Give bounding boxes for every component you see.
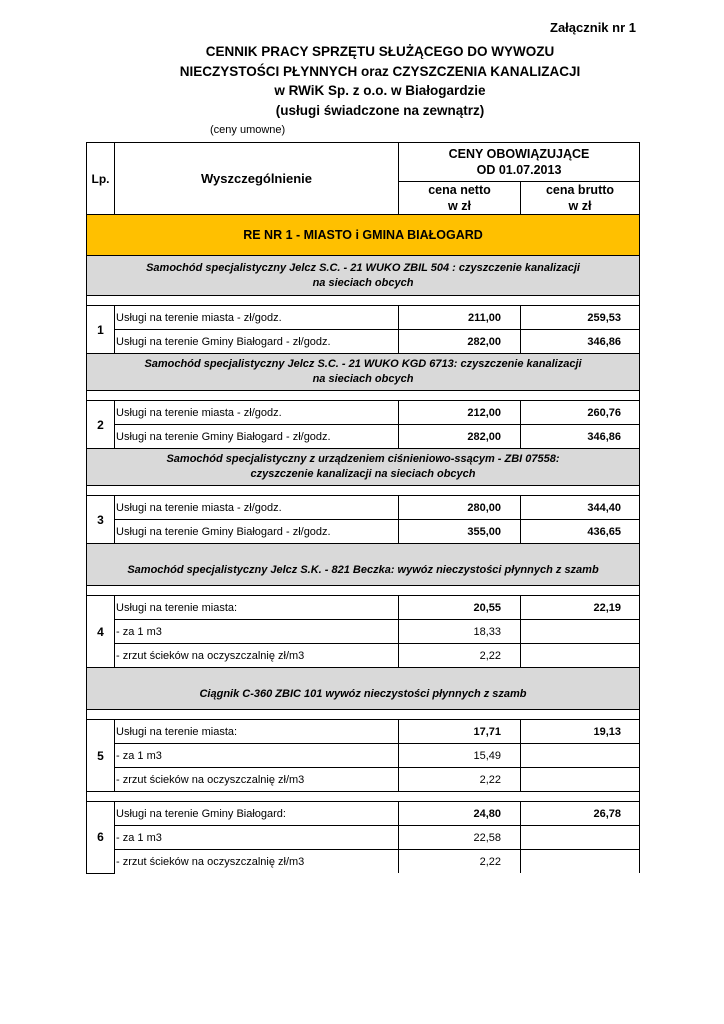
header-prices-line-2: OD 01.07.2013 xyxy=(476,163,562,177)
header-net-line-1: cena netto xyxy=(428,183,491,197)
region-row: RE NR 1 - MIASTO i GMINA BIAŁOGARD xyxy=(87,215,640,256)
row-gross-price: 259,53 xyxy=(521,306,640,330)
row-gross-price: 22,19 xyxy=(521,596,640,620)
row-net-price: 355,00 xyxy=(399,520,521,544)
section-title-line: Ciągnik C-360 ZBIC 101 wywóz nieczystości płynnych z szamb xyxy=(199,688,527,700)
row-number: 3 xyxy=(87,496,115,544)
row-gross-price xyxy=(521,620,640,644)
row-gross-price: 26,78 xyxy=(521,802,640,826)
row-gross-price: 344,40 xyxy=(521,496,640,520)
section-title-line: na sieciach obcych xyxy=(312,276,414,289)
row-net-price: 280,00 xyxy=(399,496,521,520)
row-description: - za 1 m3 xyxy=(115,620,399,644)
row-net-price: 2,22 xyxy=(399,644,521,668)
table-row xyxy=(87,768,640,792)
table-row xyxy=(87,850,640,874)
section-title-line: na sieciach obcych xyxy=(312,373,414,385)
document-title xyxy=(0,42,724,120)
row-net-price: 22,58 xyxy=(399,826,521,850)
table-row xyxy=(87,596,640,620)
table-row xyxy=(87,306,640,330)
table-row xyxy=(87,720,640,744)
section-title-line: Samochód specjalistyczny Jelcz S.K. - 821 Beczka: wywóz nieczystości płynnych z szamb xyxy=(127,564,599,576)
row-net-price: 15,49 xyxy=(399,744,521,768)
row-gross-price: 436,65 xyxy=(521,520,640,544)
row-net-price: 17,71 xyxy=(399,720,521,744)
row-description: - za 1 m3 xyxy=(115,744,399,768)
row-net-price: 24,80 xyxy=(399,802,521,826)
row-net-price: 20,55 xyxy=(399,596,521,620)
section-title-line: Samochód specjalistyczny z urządzeniem ciśnieniowo-ssącym - ZBI 07558: xyxy=(166,453,560,465)
section-title-line: Samochód specjalistyczny Jelcz S.C. - 21 WUKO ZBIL 504 : czyszczenie kanalizacji xyxy=(146,261,580,274)
row-description: - zrzut ścieków na oczyszczalnię zł/m3 xyxy=(115,850,399,874)
row-description: Usługi na terenie Gminy Białogard - zł/godz. xyxy=(115,425,399,449)
row-description: Usługi na terenie Gminy Białogard - zł/godz. xyxy=(115,330,399,354)
row-net-price: 211,00 xyxy=(399,306,521,330)
row-net-price: 212,00 xyxy=(399,401,521,425)
row-description: Usługi na terenie miasta: xyxy=(115,720,399,744)
header-prices xyxy=(399,143,640,182)
header-gross-line-2: w zł xyxy=(568,199,592,213)
table-row xyxy=(87,802,640,826)
row-number: 6 xyxy=(87,802,115,874)
row-gross-price: 19,13 xyxy=(521,720,640,744)
header-net-price xyxy=(399,182,521,215)
table-row xyxy=(87,744,640,768)
row-number: 1 xyxy=(87,306,115,354)
table-row xyxy=(87,330,640,354)
contract-prices-note: (ceny umowne) xyxy=(210,124,286,136)
table-row xyxy=(87,496,640,520)
row-number: 5 xyxy=(87,720,115,792)
header-lp: Lp. xyxy=(87,143,115,215)
table-row xyxy=(87,401,640,425)
row-net-price: 18,33 xyxy=(399,620,521,644)
row-number: 2 xyxy=(87,401,115,449)
row-net-price: 2,22 xyxy=(399,768,521,792)
section-title xyxy=(87,354,640,391)
row-gross-price xyxy=(521,744,640,768)
row-description: Usługi na terenie Gminy Białogard - zł/godz. xyxy=(115,520,399,544)
table-row xyxy=(87,425,640,449)
row-gross-price: 260,76 xyxy=(521,401,640,425)
section-title xyxy=(87,256,640,296)
row-description: Usługi na terenie miasta: xyxy=(115,596,399,620)
row-net-price: 282,00 xyxy=(399,330,521,354)
table-row xyxy=(87,826,640,850)
row-description: - zrzut ścieków na oczyszczalnię zł/m3 xyxy=(115,768,399,792)
table-row xyxy=(87,620,640,644)
section-title-line: Samochód specjalistyczny Jelcz S.C. - 21 WUKO KGD 6713: czyszczenie kanalizacji xyxy=(144,358,582,370)
section-title xyxy=(87,449,640,486)
row-gross-price xyxy=(521,850,640,874)
header-gross-price xyxy=(521,182,640,215)
header-prices-line-1: CENY OBOWIĄZUJĄCE xyxy=(448,147,590,161)
table-row xyxy=(87,644,640,668)
annex-label: Załącznik nr 1 xyxy=(550,20,636,35)
row-description: - zrzut ścieków na oczyszczalnię zł/m3 xyxy=(115,644,399,668)
row-net-price: 282,00 xyxy=(399,425,521,449)
title-line-1: CENNIK PRACY SPRZĘTU SŁUŻĄCEGO DO WYWOZU xyxy=(205,44,555,59)
header-net-line-2: w zł xyxy=(448,199,471,213)
row-gross-price: 346,86 xyxy=(521,330,640,354)
header-description: Wyszczególnienie xyxy=(115,143,399,215)
row-number: 4 xyxy=(87,596,115,668)
row-gross-price xyxy=(521,644,640,668)
header-gross-line-1: cena brutto xyxy=(545,183,615,197)
title-line-2: NIECZYSTOŚCI PŁYNNYCH oraz CZYSZCZENIA KANALIZACJI xyxy=(179,63,581,79)
row-gross-price xyxy=(521,826,640,850)
row-description: Usługi na terenie miasta - zł/godz. xyxy=(115,496,399,520)
title-line-3: w RWiK Sp. z o.o. w Białogardzie xyxy=(274,83,486,98)
row-description: - za 1 m3 xyxy=(115,826,399,850)
section-title xyxy=(87,668,640,710)
row-gross-price xyxy=(521,768,640,792)
row-description: Usługi na terenie Gminy Białogard: xyxy=(115,802,399,826)
row-description: Usługi na terenie miasta - zł/godz. xyxy=(115,306,399,330)
table-row xyxy=(87,520,640,544)
section-title-line: czyszczenie kanalizacji na sieciach obcych xyxy=(250,468,476,480)
row-net-price: 2,22 xyxy=(399,850,521,874)
row-gross-price: 346,86 xyxy=(521,425,640,449)
section-title xyxy=(87,544,640,586)
row-description: Usługi na terenie miasta - zł/godz. xyxy=(115,401,399,425)
title-line-4: (usługi świadczone na zewnątrz) xyxy=(275,102,485,118)
price-table xyxy=(86,142,640,874)
